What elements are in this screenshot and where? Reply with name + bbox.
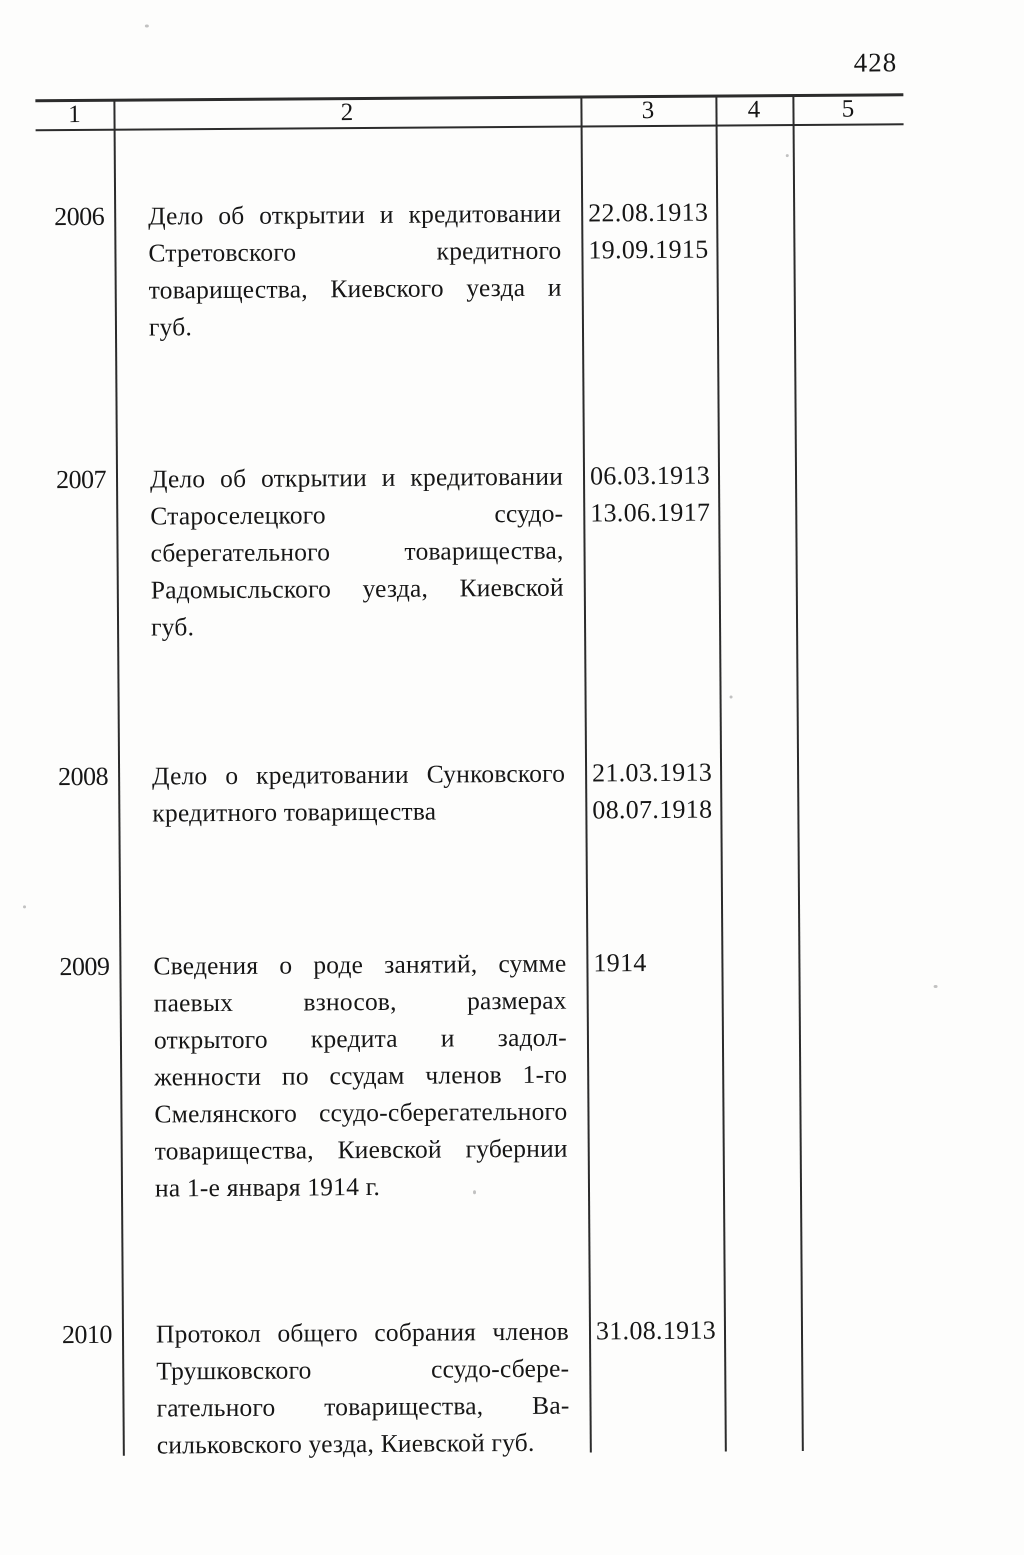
case-dates: [596, 1312, 720, 1350]
col5-cell: [795, 192, 900, 193]
header-cell-3: 3: [641, 96, 655, 125]
column-divider-1-2: [113, 100, 124, 1456]
page-number: 428: [853, 47, 898, 78]
col5-cell: [799, 752, 904, 753]
description-line: Протокол общего собрания членов: [155, 1316, 570, 1349]
col4-cell: [720, 456, 793, 457]
scan-speck: [934, 985, 938, 988]
case-dates: [590, 457, 715, 532]
case-dates: [588, 194, 713, 269]
description-line: кредитного товарищества: [152, 796, 437, 828]
description-line: губ.: [150, 612, 195, 642]
case-dates: [593, 944, 717, 982]
date-line: 08.07.1918: [592, 794, 713, 825]
col4-cell: [723, 943, 796, 944]
case-description: [156, 1313, 570, 1464]
description-line: гательного товарищества, Ва-: [156, 1390, 570, 1423]
description-line: Стретовского кредитного: [148, 235, 562, 268]
column-divider-4-5: [792, 95, 803, 1451]
date-line: 06.03.1913: [589, 460, 711, 491]
description-line: товарищества, Киевского уезда и: [148, 272, 562, 305]
description-line: сильковского уезда, Киевской губ.: [156, 1427, 535, 1460]
description-line: Дело об открытии и кредитовании: [149, 461, 564, 494]
description-line: на 1-е января 1914 г.: [154, 1171, 381, 1203]
header-cell-5: 5: [841, 95, 855, 123]
header-cell-2: 2: [340, 99, 354, 127]
column-divider-3-4: [715, 96, 726, 1452]
description-line: сберегательного товарищества,: [150, 535, 564, 568]
scan-speck: [23, 905, 26, 908]
col5-cell: [800, 942, 905, 943]
header-cell-1: 1: [68, 100, 81, 129]
date-line: 21.03.1913: [591, 757, 713, 788]
column-divider-2-3: [580, 96, 591, 1452]
description-line: Староселецкого ссудо-: [150, 498, 564, 531]
scan-speck: [145, 25, 149, 28]
description-line: товарищества, Киевской губернии: [154, 1133, 568, 1166]
scan-speck: [786, 154, 789, 157]
case-description: [148, 195, 562, 346]
col4-cell: [726, 1311, 799, 1312]
table-row: [0, 751, 1024, 828]
table-row: [4, 1309, 1024, 1460]
date-line: 31.08.1913: [595, 1315, 717, 1346]
table-row: [0, 454, 1022, 642]
date-line: 1914: [593, 948, 647, 978]
case-dates: [592, 754, 717, 829]
col4-cell: [722, 753, 795, 754]
scan-speck: [473, 1190, 476, 1194]
table-row: [1, 941, 1024, 1203]
case-description: [152, 755, 566, 832]
case-description: [150, 458, 564, 646]
date-line: 13.06.1917: [590, 497, 711, 528]
description-line: Смелянского ссудо-сберегательного: [154, 1096, 568, 1129]
case-number: 2008: [58, 761, 109, 792]
date-line: 22.08.1913: [588, 197, 709, 228]
col5-cell: [797, 455, 902, 456]
table-row: [0, 191, 1020, 342]
description-line: губ.: [148, 312, 193, 342]
description-line: Дело об открытии и кредитовании: [148, 198, 562, 231]
case-number: 2006: [54, 201, 105, 232]
case-number: 2009: [59, 951, 110, 982]
description-line: женности по ссудам членов 1-го: [154, 1059, 568, 1092]
scan-speck: [730, 695, 733, 698]
description-line: открытого кредита и задол-: [153, 1022, 568, 1055]
case-number: 2007: [55, 464, 107, 495]
col4-cell: [718, 193, 791, 194]
description-line: Радомысльского уезда, Киевской: [150, 572, 564, 605]
col5-cell: [803, 1310, 908, 1311]
description-line: Сведения о роде занятий, сумме: [153, 948, 567, 981]
description-line: Трушковского ссудо-сбере-: [156, 1353, 570, 1386]
case-description: [153, 945, 568, 1207]
header-cell-4: 4: [747, 96, 761, 124]
date-line: 19.09.1915: [588, 234, 709, 265]
case-number: 2010: [61, 1319, 113, 1350]
description-line: Дело о кредитовании Сунковского: [152, 758, 566, 791]
description-line: паевых взносов, размерах: [153, 985, 567, 1018]
